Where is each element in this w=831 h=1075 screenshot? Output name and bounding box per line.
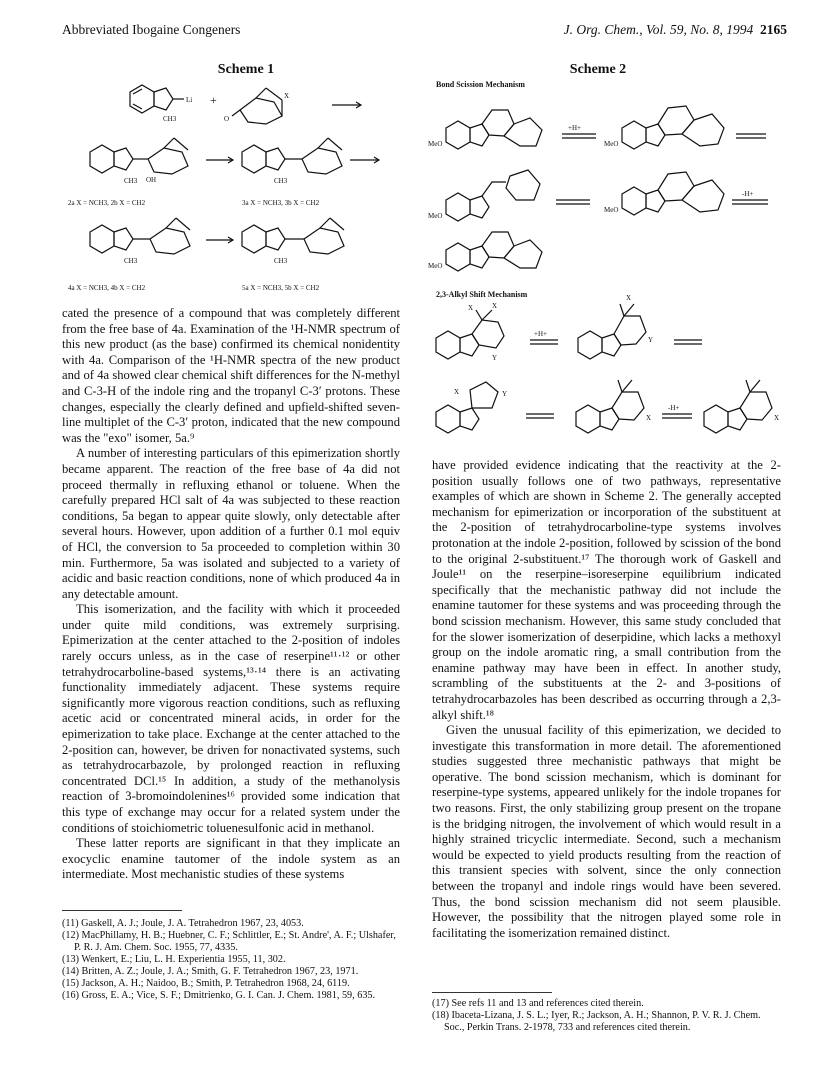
protonation-label: +H+ (568, 124, 581, 132)
reserpine-model-epimer (428, 232, 542, 271)
scheme2-title: Scheme 2 (569, 62, 627, 77)
x-label: X (284, 92, 290, 100)
reference: (16) Gross, E. A.; Vice, S. F.; Dmitrienko, G. I. Can. J. Chem. 1981, 59, 635. (62, 990, 376, 1001)
methoxy-label: MeO (604, 140, 619, 148)
paragraph: Given the unusual facility of this epimerization, we decided to investigate this transformation in more detail. The aforementioned studies suggested three mechanistic pathways that might be operative. The bond scission mechanism, which is dominant for reserpine-type systems, appeared unlikely for the indole tropanes for two reasons. First, the only stabilizing group present on the tropane is the bridging nitrogen, the involvement of which would result in a highly strained tricyclic intermediate. Second, such a mechanism would be expected to yield products resulting from the reaction of this transient species with solvent, since the only connection between the tropanyl and indole rings would have been severed. Thus, the bond scission mechanism did not seem plausible. However, the possibility that the nitrogen played some role in facilitating the isomerization remained distinct. (432, 723, 781, 940)
tetrahydrocarbazole-1 (436, 302, 504, 362)
x-label: X (454, 388, 460, 396)
right-references (432, 998, 781, 1034)
methoxy-label: MeO (428, 212, 443, 220)
footnote-rule (432, 992, 552, 993)
methyl-label: CH3 (163, 115, 177, 123)
compound-3-structure (242, 138, 342, 185)
methoxy-label: MeO (428, 262, 443, 270)
methyl-label: CH3 (124, 257, 138, 265)
reference: (15) Jackson, A. H.; Naidoo, B.; Smith, P. Tetrahedron 1968, 24, 6119. (62, 978, 350, 989)
scheme2-figure (426, 90, 796, 460)
y-label: Y (492, 354, 498, 362)
tropanone-structure (224, 88, 289, 124)
methoxy-label: MeO (428, 140, 443, 148)
compound-4-structure (90, 218, 190, 265)
hydroxyl-label: OH (146, 176, 157, 184)
oxygen-label: O (224, 115, 230, 123)
bond-scission-label: Bond Scission Mechanism (436, 80, 525, 89)
paragraph: have provided evidence indicating that the reactivity at the 2-position usually follows one of two pathways, representative examples of which are shown in Scheme 2. The generally accepted mechanism for epimerization or incorporation of the substituent at the 2-position of tetrahydrocarboline-type systems involves protonation at the indole 2-position, followed by scission of the bond to the original 2-substituent.¹⁷ The thorough work of Gaskell and Joule¹¹ on the reserpine–isoreserpine equilibrium indicated specifically that the mechanistic pathway did not include the enamine tautomer for these systems and was proceeding through the bond scission mechanism. However, this same study concluded that for the slower isomerization of deserpidine, which lacks a methoxyl group on the indole aromatic ring, a small contribution from the enamine pathway may have been in effect. In another study, scrambling of the substituents at the 2- and 3-positions of tetrahydrocarbazoles has been described as occurring through a 2,3-alkyl shift.¹⁸ (432, 458, 781, 722)
page-number: 2165 (760, 22, 787, 37)
compound-2-caption: 2a X = NCH3, 2b X = CH2 (68, 199, 146, 207)
running-header-journal (564, 22, 787, 38)
reserpine-model-protonated-2 (604, 172, 724, 215)
methyl-label: CH3 (274, 257, 288, 265)
reserpine-model-protonated (604, 106, 724, 149)
y-label: Y (502, 390, 508, 398)
spiro-intermediate (436, 382, 507, 433)
protonated-carbazole (578, 294, 653, 359)
y-label: Y (648, 336, 654, 344)
plus-sign: + (210, 93, 217, 107)
indolyl-lithium-structure (130, 85, 192, 123)
x-label: X (774, 414, 780, 422)
x-label: X (468, 304, 474, 312)
reference: (18) Ibaceta-Lizana, J. S. L.; Iyer, R.; Jackson, A. H.; Shannon, P. V. R. J. Chem. Soc., Perkin Trans. 2-1978, 733 and references cited therein. (432, 1010, 761, 1033)
methyl-label: CH3 (274, 177, 288, 185)
x-label: X (626, 294, 632, 302)
compound-5-caption: 5a X = NCH3, 5b X = CH2 (242, 284, 320, 292)
compound-5-structure (242, 218, 344, 265)
paragraph: A number of interesting particulars of this epimerization shortly became apparent. The reaction of the free base of 4a did not proceed thermally in refluxing ethanol or toluene. When the carefully prepared HCl salt of 4a was subjected to these reaction conditions, 5a began to appear quite slowly, only detectable after several hours. However, upon addition of a further 0.1 mol equiv of HCl, the conversion to 5a proceeded to completion within 30 min. Furthermore, 5a was isolated and subjected to a variety of acidic and basic reaction conditions, none of which produced 4a in any detectable amount. (62, 446, 400, 601)
paragraph: cated the presence of a compound that was completely different from the free base of 4a. Examination of the ¹H-NMR spectrum of this new product (as the base) confirmed its chemical nonidentity with 4a. Comparison of the ¹H-NMR spectra of the new product and of 4a showed clear chemical shift differences for the N-methyl and C-3-H of the indole ring and the tropanyl C-3′ protons. These changes, especially the clearly defined and upfield-shifted seven-line multiplet of the C-3′ proton, indicated that the new compound was the "exo" isomer, 5a.⁹ (62, 306, 400, 445)
iminium-intermediate (428, 170, 540, 221)
right-column-text (432, 458, 781, 941)
reference: (14) Britten, A. Z.; Joule, J. A.; Smith, G. F. Tetrahedron 1967, 23, 1971. (62, 966, 359, 977)
scheme1-figure (60, 80, 390, 300)
methyl-label: CH3 (124, 177, 138, 185)
left-column-text (62, 306, 400, 883)
reference: (13) Wenkert, E.; Liu, L. H. Experientia 1955, 11, 302. (62, 954, 286, 965)
journal-citation: J. Org. Chem., Vol. 59, No. 8, 1994 (563, 22, 754, 37)
x-label: X (492, 302, 498, 310)
reserpine-model-1 (428, 110, 542, 149)
deprotonation-label: -H+ (742, 190, 754, 198)
alkyl-shift-label: 2,3-Alkyl Shift Mechanism (436, 290, 528, 299)
reference: (12) MacPhillamy, H. B.; Huebner, C. F.; Schlittler, E.; St. Andre', A. F.; Ulshafer, P. R. J. Am. Chem. Soc. 1955, 77, 4335. (62, 930, 396, 953)
footnote-rule (62, 910, 182, 911)
methoxy-label: MeO (604, 206, 619, 214)
reference: (17) See refs 11 and 13 and references cited therein. (432, 998, 644, 1009)
running-header-title: Abbreviated Ibogaine Congeners (62, 22, 241, 37)
paragraph: This isomerization, and the facility with which it proceeded under quite mild conditions, was extremely surprising. Epimerization at the center attached to the 2-position of indoles rarely occurs unless, as in the case of reserpine¹¹·¹² or other tetrahydrocarboline-based systems,¹³·¹⁴ there is an activating functionality immediately adjacent. These systems require significantly more vigorous reaction conditions, such as refluxing acetic acid or concentrated mineral acids, in order for the epimerization to take place. Exchange at the center attached to the 2-position can, however, be driven for nonactivated systems, such as tetrahydrocarbazole, by prolonged reaction in refluxing concentrated DCl.¹⁵ In addition, a study of the methanolysis reaction of 3-bromoindolenines¹⁶ provided some indication that this type of exchange may occur for a related system under the conditions of stoichiometric toluenesulfonic acid in methanol. (62, 602, 400, 835)
scheme1-title: Scheme 1 (217, 62, 275, 77)
deprotonation-label: -H+ (668, 404, 680, 412)
compound-4-caption: 4a X = NCH3, 4b X = CH2 (68, 284, 146, 292)
shifted-carbazole (704, 380, 779, 433)
compound-3-caption: 3a X = NCH3, 3b X = CH2 (242, 199, 320, 207)
x-label: X (646, 414, 652, 422)
left-references (62, 918, 400, 1002)
compound-2-structure (90, 138, 188, 185)
reference: (11) Gaskell, A. J.; Joule, J. A. Tetrahedron 1967, 23, 4053. (62, 918, 304, 929)
shifted-carbazole-protonated (576, 380, 651, 433)
protonation-label: +H+ (534, 330, 547, 338)
lithium-label: Li (186, 96, 193, 104)
paragraph: These latter reports are significant in that they implicate an exocyclic enamine tautomer of the indole system as an intermediate. Most mechanistic studies of these systems (62, 836, 400, 882)
